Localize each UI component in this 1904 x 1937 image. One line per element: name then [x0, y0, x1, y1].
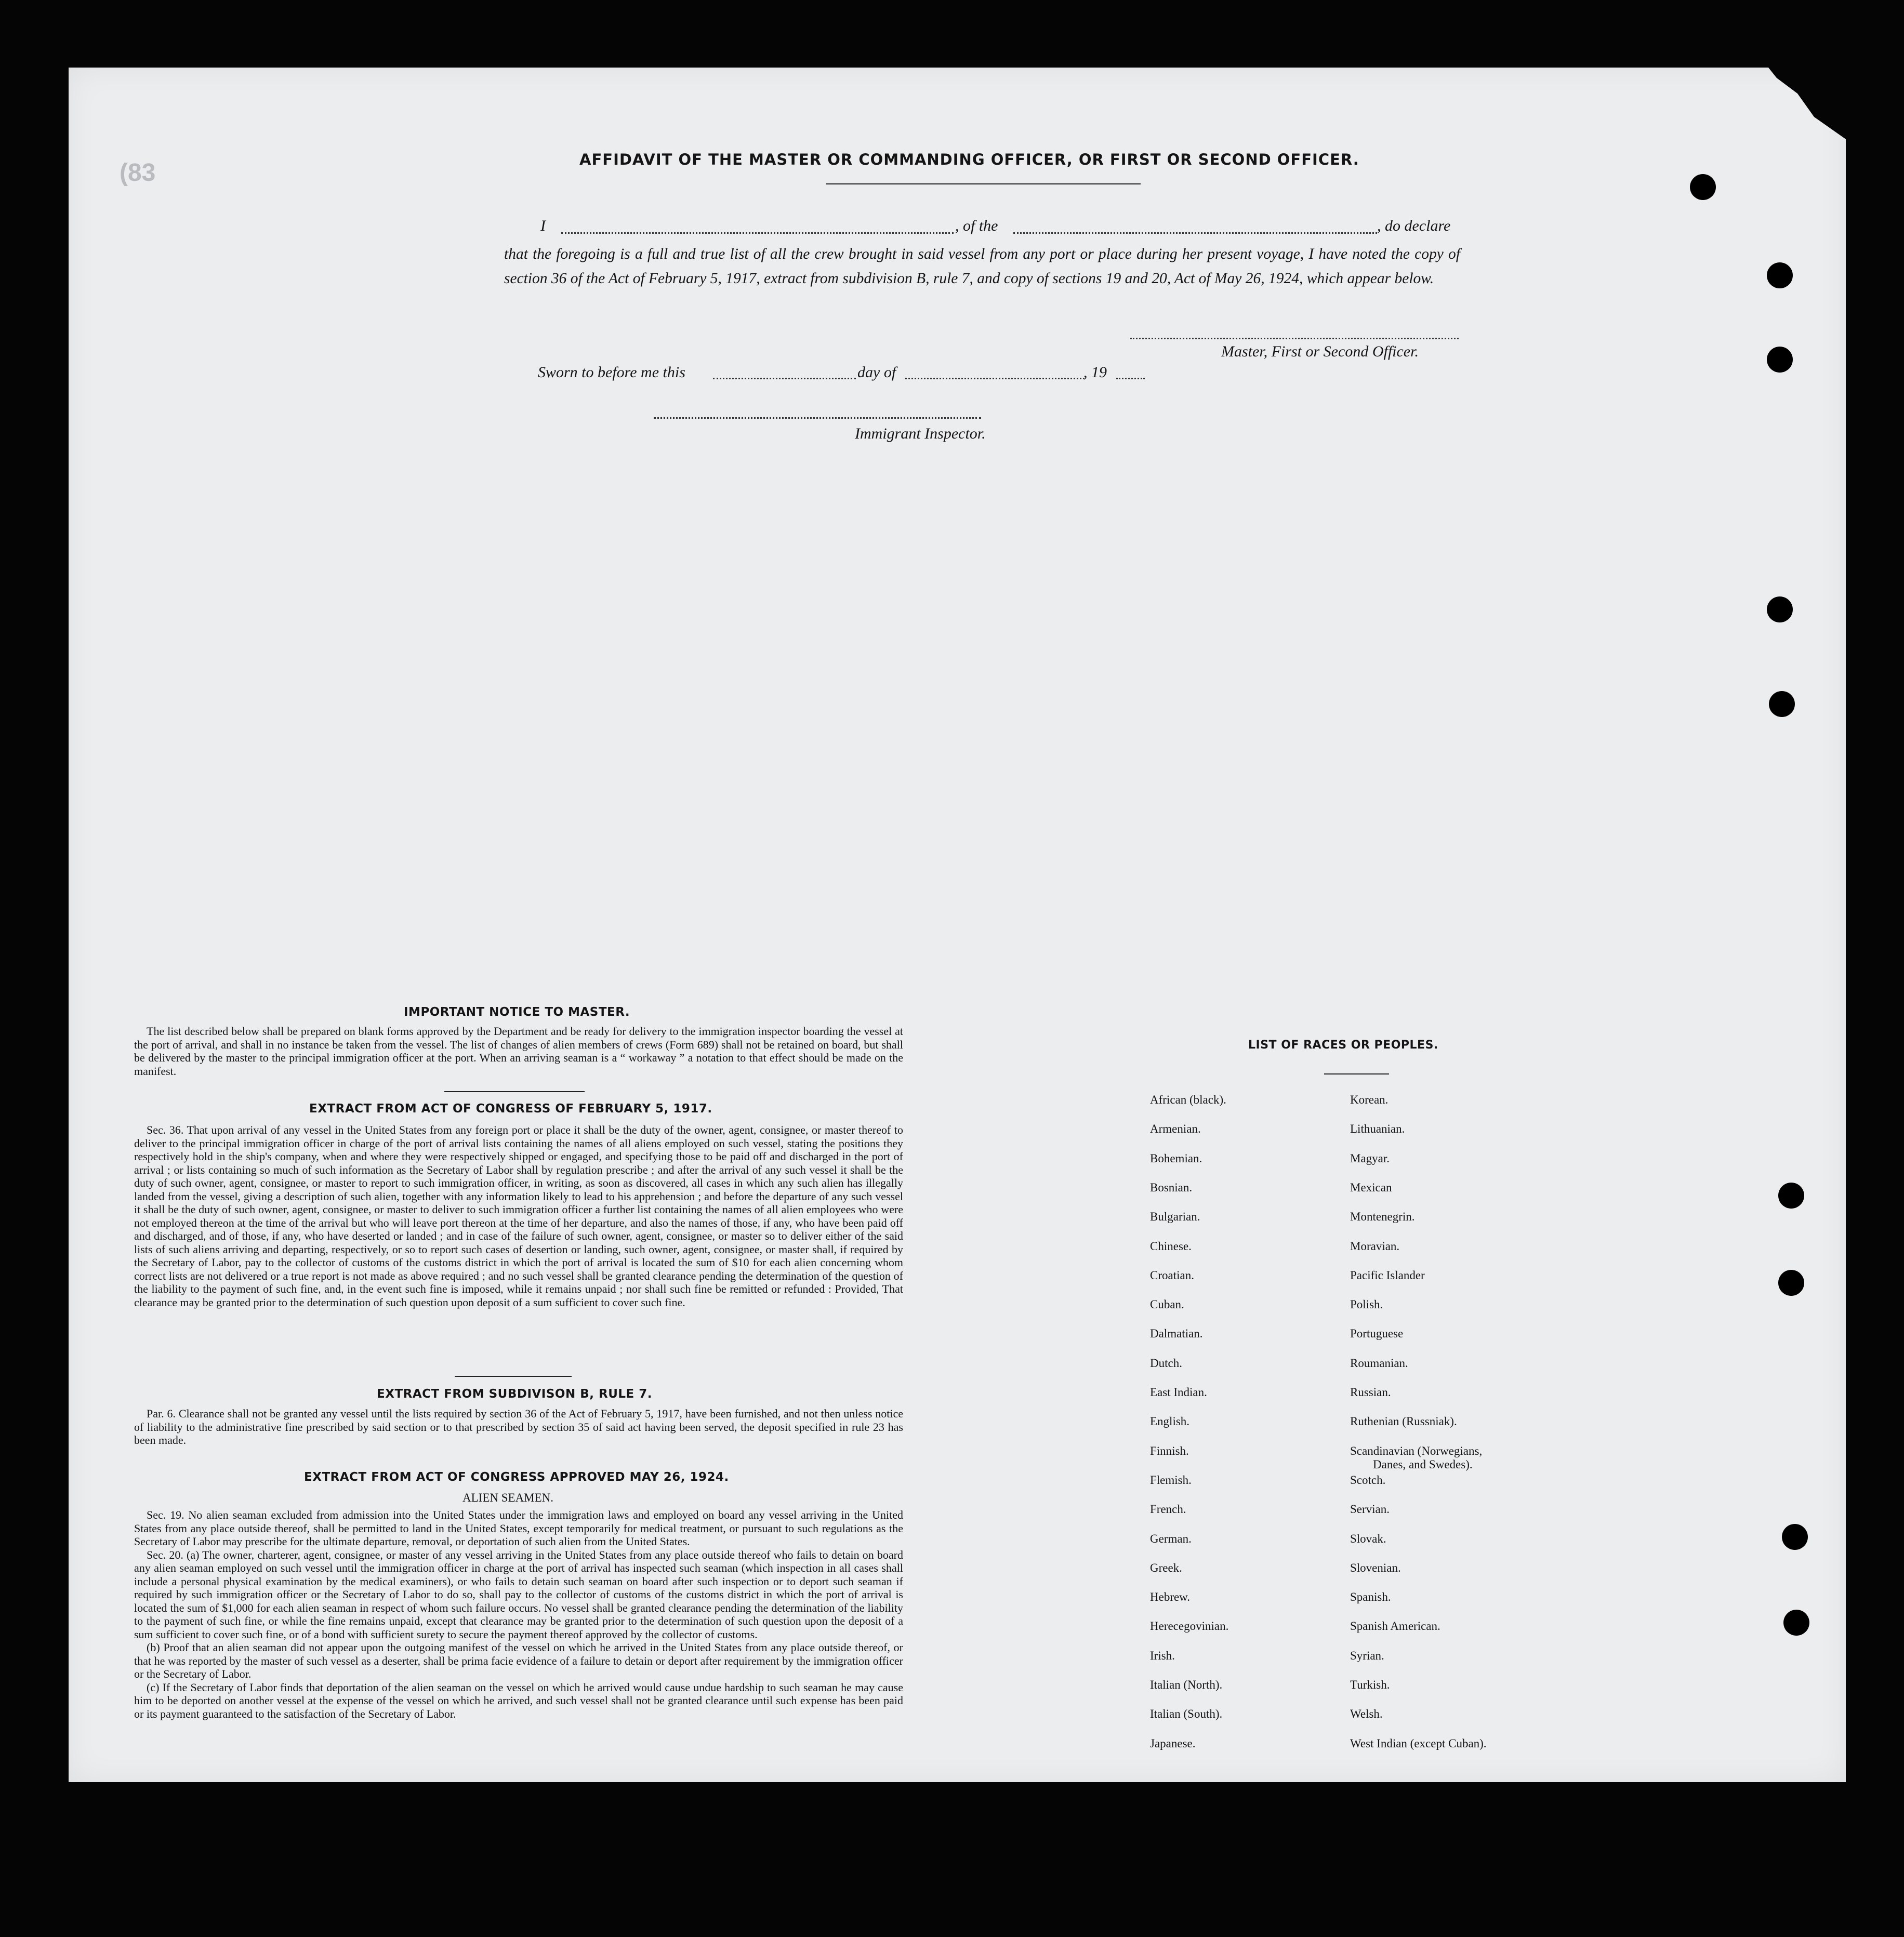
year-prefix: , 19 — [1083, 364, 1107, 381]
rule7-heading: EXTRACT FROM SUBDIVISON B, RULE 7. — [377, 1387, 653, 1401]
notice-heading: IMPORTANT NOTICE TO MASTER. — [404, 1005, 630, 1019]
race-item: French. — [1150, 1503, 1186, 1516]
punch-hole — [1767, 347, 1793, 373]
race-item: Japanese. — [1150, 1736, 1196, 1750]
race-item: Korean. — [1350, 1093, 1389, 1106]
race-item: English. — [1150, 1415, 1190, 1428]
races-heading: LIST OF RACES OR PEOPLES. — [1248, 1039, 1438, 1052]
race-item: Lithuanian. — [1350, 1122, 1405, 1136]
notice-text — [134, 1025, 903, 1078]
page-mark: (83 — [120, 159, 156, 187]
punch-hole — [1778, 1183, 1804, 1209]
signature-blank — [1130, 338, 1459, 339]
race-item: Dalmatian. — [1150, 1327, 1203, 1341]
race-item: African (black). — [1150, 1093, 1226, 1106]
race-item: Slovenian. — [1350, 1561, 1401, 1574]
sec20b-paragraph: (b) Proof that an alien seaman did not appear upon the outgoing manifest of the vessel on which he arrived in the United States from any place outside thereof, or that he was reported by the master of such vessel as a deserter, shall be prima facie evidence of a failure to detain or deport after requirement by the immigration officer or the Secretary of Labor. — [134, 1641, 903, 1680]
day-of-label: day of — [857, 364, 896, 381]
punch-hole — [1690, 174, 1716, 200]
rule7-text — [134, 1407, 903, 1447]
notice-paragraph: The list described below shall be prepared on blank forms approved by the Department and be ready for delivery to the immigration inspector boarding the vessel at the port of arrival, and shall in no instance be taken from the vessel. The list of changes of alien members of crews (Form 689) shall not be retained on board, but shall be delivered by the master to the principal immigration officer at the port. When an arriving seaman is a “ workaway ” a notation to that effect should be made on the manifest. — [134, 1025, 903, 1078]
punch-hole — [1783, 1610, 1809, 1636]
race-item: Armenian. — [1150, 1122, 1201, 1136]
i-label: I — [540, 217, 546, 234]
race-item: Italian (South). — [1150, 1707, 1223, 1721]
race-item: Croatian. — [1150, 1268, 1194, 1282]
race-item: Hebrew. — [1150, 1590, 1191, 1604]
punch-hole — [1778, 1270, 1804, 1296]
race-item: Welsh. — [1350, 1707, 1383, 1721]
punch-hole — [1769, 691, 1795, 717]
extract-1924-heading: EXTRACT FROM ACT OF CONGRESS APPROVED MAY 26, 1924. — [304, 1470, 729, 1484]
of-the-label: , of the — [955, 217, 998, 234]
race-item: Pacific Islander — [1350, 1268, 1425, 1282]
race-item: German. — [1150, 1532, 1192, 1545]
race-item: Moravian. — [1350, 1239, 1400, 1253]
affidavit-title: AFFIDAVIT OF THE MASTER OR COMMANDING OFFICER, OR FIRST OR SECOND OFFICER. — [579, 151, 1359, 168]
race-item: Bulgarian. — [1150, 1210, 1200, 1224]
race-item: Ruthenian (Russniak). — [1350, 1415, 1457, 1428]
race-item: Servian. — [1350, 1503, 1390, 1516]
race-item: Portuguese — [1350, 1327, 1404, 1341]
race-item: Scotch. — [1350, 1473, 1386, 1487]
divider — [444, 1091, 585, 1092]
vessel-blank — [1013, 232, 1377, 234]
race-item: Herecegovinian. — [1150, 1620, 1229, 1633]
extract-1917-text — [134, 1123, 903, 1309]
race-item: Polish. — [1350, 1298, 1383, 1311]
race-item: Slovak. — [1350, 1532, 1386, 1545]
section-36-paragraph: Sec. 36. That upon arrival of any vessel in the United States from any foreign port or place it shall be the duty of the owner, agent, consignee, or master thereof to deliver to the principal immigration officer in charge of the port of arrival lists containing the names of all aliens employed on such vessel, stating the positions they respectively hold in the ship's company, when and where they were respectively shipped or engaged, and specifying those to be paid off and discharged in the port of arrival ; or lists containing so much of such information as the Secretary of Labor shall by regulation prescribe ; and after the arrival of any such vessel it shall be the duty of such owner, agent, consignee, or master to report to such immigration officer, in writing, as soon as discovered, all cases in which any such alien has illegally landed from the vessel, giving a description of such alien, together with any information likely to lead to his apprehension ; and before the departure of any such vessel it shall be the duty of such owner, agent, consignee, or master to deliver to such immigration officer a further list containing the names of all alien employees who were not employed thereon at the time of the arrival but who will leave port thereon at the time of her departure, and also the names of those, if any, who have been paid off and discharged, and of those, if any, who have deserted or landed ; and in case of the failure of such owner, agent, consignee, or master so to deliver either of the said lists of such aliens arriving and departing, respectively, or so to report such cases of desertion or landing, such owner, agent, consignee, or master shall, if required by the Secretary of Labor, pay to the collector of customs of the customs district in which the port of arrival is located the sum of $10 for each alien concerning whom correct lists are not delivered or a true report is not made as above required ; and no such vessel shall be granted clearance pending the determination of the question of the liability to the payment of such fine, and, in the event such fine is imposed, while it remains unpaid ; nor shall such fine be remitted or refunded : Provided, That clearance may be granted prior to the determination of such question upon deposit of a sum sufficient to cover such fine. — [134, 1123, 903, 1309]
race-item: Syrian. — [1350, 1649, 1384, 1662]
race-item: Scandinavian (Norwegians, — [1350, 1444, 1483, 1457]
sec20a-paragraph: Sec. 20. (a) The owner, charterer, agent, consignee, or master of any vessel arriving in the United States from any place outside thereof who fails to detain on board any alien seaman employed on such vessel until the immigration officer in charge at the port of arrival has inspected such seaman (which inspection in all cases shall include a personal physical examination by the medical examiners), or who fails to detain such seaman on board after such inspection or to deport such seaman if required by such immigration officer or the Secretary of Labor to do so, shall pay to the collector of customs of the customs district in which the port of arrival is located the sum of $1,000 for each alien seaman in respect of whom such failure occurs. No vessel shall be granted clearance pending the determination of the liability to the payment of such fine, or while the fine remains unpaid, except that clearance may be granted prior to the determination of such question upon the deposit of a sum sufficient to cover such fine, or of a bond with sufficient surety to secure the payment thereof approved by the collector of customs. — [134, 1548, 903, 1641]
race-item: Roumanian. — [1350, 1356, 1408, 1370]
race-item: Magyar. — [1350, 1151, 1390, 1165]
day-blank — [713, 378, 856, 379]
month-blank — [905, 378, 1085, 379]
inspector-caption: Immigrant Inspector. — [855, 425, 986, 442]
year-blank — [1116, 378, 1145, 379]
race-item: West Indian (except Cuban). — [1350, 1736, 1487, 1750]
race-item: Irish. — [1150, 1649, 1175, 1662]
sec19-paragraph: Sec. 19. No alien seaman excluded from admission into the United States under the immigration laws and employed on board any vessel arriving in the United States from any place outside thereof, shall be permitted to land in the United States, except temporarily for medical treatment, or pursuant to such regulations as the Secretary of Labor may prescribe for the ultimate departure, removal, or deportation of such alien from the United States. — [134, 1508, 903, 1548]
race-item: Bosnian. — [1150, 1180, 1193, 1194]
race-item: Bohemian. — [1150, 1151, 1202, 1165]
affidavit-text: that the foregoing is a full and true list of all the crew brought in said vessel from any port or place during her present voyage, I have noted the copy of section 36 of the Act of February 5, 1917, extract from subdivision B, rule 7, and copy of sections 19 and 20, Act of May 26, 1924, which appear below. — [504, 246, 1460, 287]
race-item: Finnish. — [1150, 1444, 1189, 1457]
punch-hole — [1782, 1524, 1808, 1550]
race-item: Italian (North). — [1150, 1678, 1223, 1691]
race-item: Spanish. — [1350, 1590, 1391, 1604]
race-item: Russian. — [1350, 1386, 1391, 1399]
race-item: Greek. — [1150, 1561, 1182, 1574]
race-item: Chinese. — [1150, 1239, 1192, 1253]
race-item-continuation: Danes, and Swedes). — [1373, 1457, 1473, 1471]
punch-hole — [1767, 596, 1793, 622]
race-item: Flemish. — [1150, 1473, 1192, 1487]
title-underline — [826, 183, 1141, 184]
race-item: Cuban. — [1150, 1298, 1184, 1311]
do-declare-label: , do declare — [1377, 217, 1451, 234]
rule7-paragraph: Par. 6. Clearance shall not be granted any vessel until the lists required by section 36 of the Act of February 5, 1917, have been furnished, and not then unless notice of liability to the administrative fine prescribed by said section or to that prescribed by section 35 of said act having been served, the deposit specified in rule 23 has been made. — [134, 1407, 903, 1447]
inspector-blank — [654, 417, 981, 419]
divider — [455, 1376, 572, 1377]
punch-hole — [1767, 262, 1793, 288]
race-item: Spanish American. — [1350, 1620, 1440, 1633]
race-item: Dutch. — [1150, 1356, 1182, 1370]
sec20c-paragraph: (c) If the Secretary of Labor finds that deportation of the alien seaman on the vessel on which he arrived would cause undue hardship to such seaman he may cause him to be deported on another vessel at the expense of the vessel on which he arrived, and such vessel shall not be granted clearance until such expense has been paid or its payment guaranteed to the satisfaction of the Secretary of Labor. — [134, 1680, 903, 1720]
extract-1917-heading: EXTRACT FROM ACT OF CONGRESS OF FEBRUARY 5, 1917. — [309, 1102, 712, 1116]
alien-seamen-subheading: ALIEN SEAMEN. — [462, 1491, 554, 1504]
race-item: East Indian. — [1150, 1386, 1207, 1399]
race-item: Montenegrin. — [1350, 1210, 1415, 1224]
extract-1924-text — [134, 1508, 903, 1720]
race-item: Turkish. — [1350, 1678, 1390, 1691]
name-blank — [561, 232, 954, 234]
sworn-label: Sworn to before me this — [538, 364, 685, 381]
divider — [1324, 1073, 1389, 1074]
race-item: Mexican — [1350, 1180, 1392, 1194]
signature-caption: Master, First or Second Officer. — [1221, 343, 1419, 360]
